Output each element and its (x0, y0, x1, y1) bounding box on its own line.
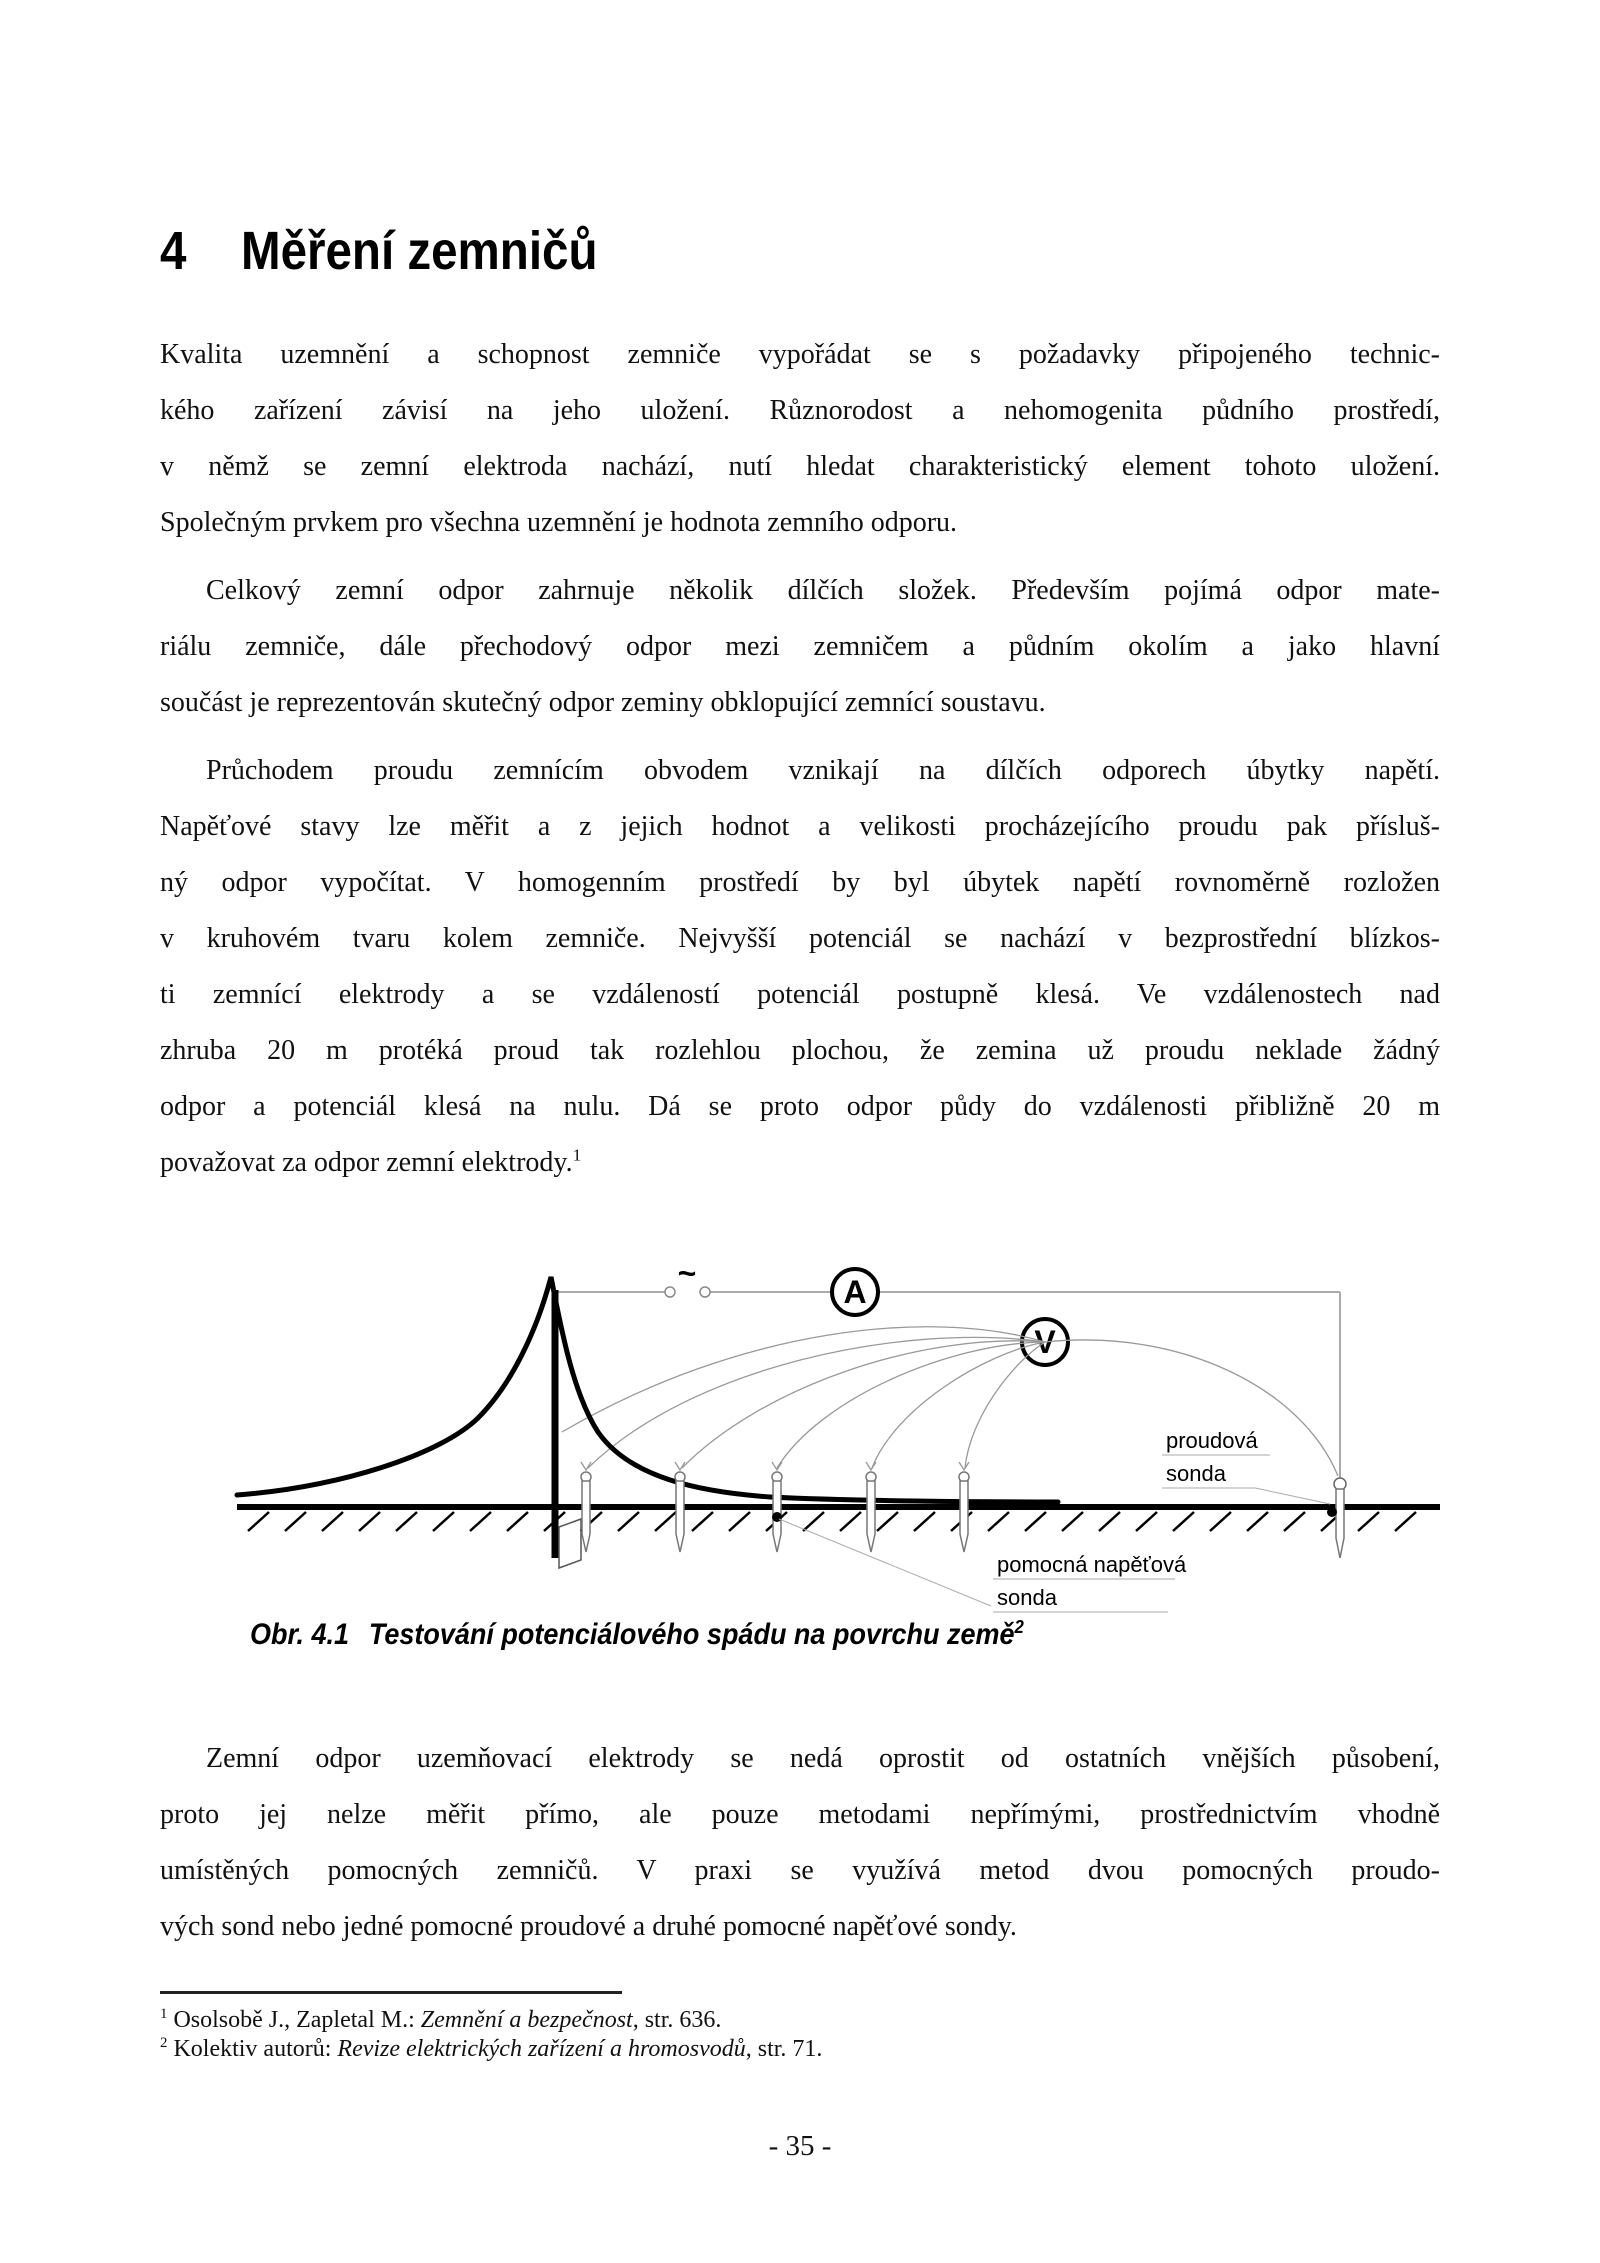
body-text-lower (160, 1731, 1440, 1955)
potential-gradient-curve (237, 1277, 1058, 1502)
current-probe-leader-line (1255, 1488, 1330, 1504)
voltage-probe (959, 1462, 969, 1552)
paragraph-line: součást je reprezentován skutečný odpor zeminy obklopující zemnící soustavu. (160, 687, 1046, 718)
paragraph (160, 1731, 1440, 1955)
voltage-probe (581, 1462, 591, 1552)
paragraph-line: ný odpor vypočítat. V homogenním prostředí by byl úbytek napětí rovnoměrně rozložen (160, 867, 1440, 898)
ac-source-symbol: ~ (677, 1255, 697, 1291)
chapter-number: 4 (160, 221, 187, 281)
paragraph (160, 743, 1440, 1191)
voltmeter-letter: V (1034, 1324, 1056, 1360)
footnote-2-page: , str. 71. (745, 2036, 823, 2062)
paragraph (160, 563, 1440, 731)
paragraph-line: proto jej nelze měřit přímo, ale pouze metodami nepřímými, prostřednictvím vhodně (160, 1799, 1440, 1830)
footnote-separator-rule (160, 1991, 622, 1994)
figure-caption-footnote-ref: 2 (1014, 1616, 1024, 1637)
body-text-upper (160, 327, 1440, 1191)
footnotes (160, 2006, 1440, 2064)
footnote-1 (160, 2006, 1440, 2035)
paragraph-line: v němž se zemní elektroda nachází, nutí hledat charakteristický element tohoto uložení. (160, 451, 1440, 482)
voltage-probe (675, 1462, 685, 1552)
aux-voltage-probe-label-line1: pomocná napěťová (997, 1552, 1187, 1577)
paragraph-line: ti zemnící elektrody a se vzdáleností potenciál postupně klesá. Ve vzdálenostech nad (160, 979, 1440, 1010)
paragraph-line: v kruhovém tvaru kolem zemniče. Nejvyšší potenciál se nachází v bezprostřední blízkos- (160, 923, 1440, 954)
ac-source-icon (665, 1255, 710, 1297)
footnote-2 (160, 2035, 1440, 2064)
ammeter-icon (832, 1269, 878, 1315)
footnote-1-marker: 1 (160, 2006, 168, 2022)
paragraph-line: Kvalita uzemnění a schopnost zemniče vypořádat se s požadavky připojeného technic- (160, 339, 1440, 370)
paragraph-line: Průchodem proudu zemnícím obvodem vznikají na dílčích odporech úbytky napětí. (206, 755, 1440, 786)
paragraph-line: Společným prvkem pro všechna uzemnění je hodnota zemního odporu. (160, 507, 958, 538)
electrode-plate (559, 1519, 581, 1568)
chapter-heading (160, 221, 598, 281)
current-probe-label-line1: proudová (1166, 1428, 1258, 1453)
footnote-2-authors: Kolektiv autorů: (173, 2036, 338, 2062)
current-probe-marker-dot (1327, 1507, 1337, 1517)
voltage-probe (866, 1462, 876, 1552)
paragraph-line: umístěných pomocných zemničů. V praxi se využívá metod dvou pomocných proudo- (160, 1855, 1440, 1886)
paragraph-line: odpor a potenciál klesá na nulu. Dá se proto odpor půdy do vzdálenosti přibližně 20 m (160, 1091, 1440, 1122)
aux-voltage-probe-label (779, 1519, 1187, 1612)
footnote-1-authors: Osolsobě J., Zapletal M.: (173, 2007, 421, 2033)
paragraph-line: považovat za odpor zemní elektrody.$^1$ (160, 1145, 582, 1178)
voltage-probe-marker-dot (772, 1512, 782, 1522)
figure-caption-text: Testování potenciálového spádu na povrchu země (368, 1618, 1015, 1651)
paragraph-line: Napěťové stavy lze měřit a z jejich hodnot a velikosti procházejícího proudu pak přísluš- (160, 811, 1440, 842)
paragraph-line: riálu zemniče, dále přechodový odpor mezi zemničem a půdním okolím a jako hlavní (160, 631, 1440, 662)
paragraph-line: kého zařízení závisí na jeho uložení. Různorodost a nehomogenita půdního prostředí, (160, 395, 1440, 426)
aux-voltage-probe-leader-line (779, 1519, 991, 1606)
aux-voltage-probe-label-line2: sonda (997, 1585, 1057, 1610)
current-probe-label-line2: sonda (1166, 1461, 1226, 1486)
footnote-2-title: Revize elektrických zařízení a hromosvodů (337, 2036, 746, 2062)
ground-hatching (248, 1512, 1416, 1531)
page-number: - 35 - (768, 2130, 832, 2162)
paragraph-line: Zemní odpor uzemňovací elektrody se nedá oprostit od ostatních vnějších působení, (206, 1743, 1440, 1774)
footnote-1-page: , str. 636. (632, 2007, 722, 2033)
voltage-probe (772, 1462, 782, 1552)
paragraph-line: zhruba 20 m protéká proud tak rozlehlou plochou, že zemina už proudu neklade žádný (160, 1035, 1440, 1066)
current-probe-label (1162, 1428, 1330, 1504)
ammeter-letter: A (843, 1274, 867, 1310)
chapter-title: Měření zemničů (241, 221, 598, 281)
figure-4-1-diagram (0, 1255, 1600, 1645)
footnote-1-title: Zemnění a bezpečnost (420, 2007, 633, 2033)
figure-caption-label: Obr. 4.1 (250, 1618, 350, 1651)
paragraph (160, 327, 1440, 551)
figure-caption (250, 1618, 1024, 1652)
voltmeter-lead-curves (562, 1327, 1338, 1476)
footnote-ref: 1 (572, 1145, 582, 1165)
paragraph-line: Celkový zemní odpor zahrnuje několik dílčích složek. Především pojímá odpor mate- (206, 575, 1440, 606)
current-probe (1327, 1478, 1346, 1558)
footnote-2-marker: 2 (160, 2035, 168, 2051)
paragraph-line: vých sond nebo jedné pomocné proudové a druhé pomocné napěťové sondy. (160, 1911, 1017, 1942)
